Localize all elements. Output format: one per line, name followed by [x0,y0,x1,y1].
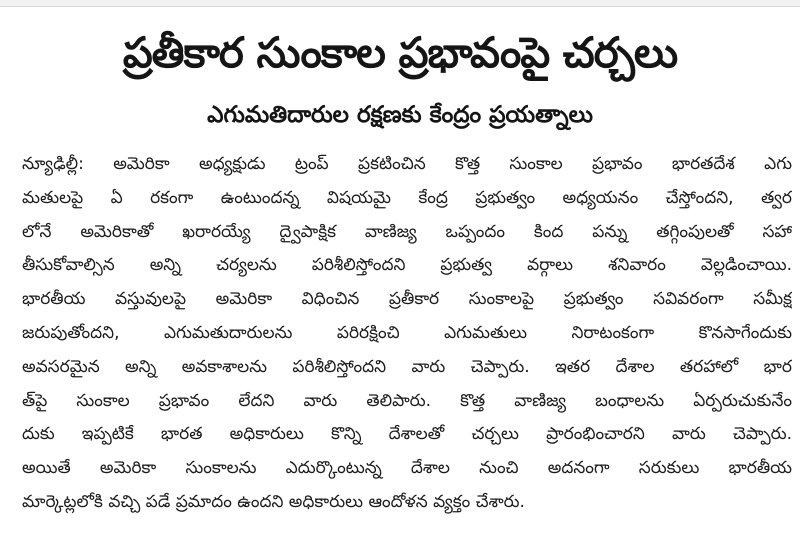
body-line: మార్కెట్లలోకి వచ్చి పడే ప్రమాదం ఉందని అధికారులు ఆందోళన వ్యక్తం చేశారు. [22,491,525,512]
body-line: మతులపై ఏ రకంగా ఉంటుందన్న విషయమై కేంద్ర ప్రభుత్వం అధ్యయనం చేస్తోందని, త్వర [22,187,792,208]
body-line: న్యూఢిల్లీ: అమెరికా అధ్యక్షుడు ట్రంప్ ప్రకటించిన కొత్త సుంకాల ప్రభావం భారతదేశ ఎగు [22,154,792,174]
body-line: త్‌పై సుంకాల ప్రభావం లేదని వారు తెలిపారు. కొత్త వాణిజ్య బంధాలను ఏర్పరుచుకునేం [22,390,792,411]
body-line: దుకు ఇప్పటికే భారత అధికారులు కొన్ని దేశాలతో చర్చలు ప్రారంభించారని వారు చెప్పారు. [22,424,792,445]
top-border [0,0,800,7]
body-line: అవసరమైన అన్ని అవకాశాలను పరిశీలిస్తోందని వారు చెప్పారు. ఇతర దేశాల తరహాలో భార [22,356,792,377]
body-line: లోనే అమెరికాతో ఖరారయ్యే ద్వైపాక్షిక వాణిజ్య ఒప్పందం కింద పన్ను తగ్గింపులతో సహా [22,221,792,242]
body-line: జరుపుతోందని, ఎగుమతుదారులను పరిరక్షించి ఎగుమతులు నిరాటంకంగా కొనసాగేందుకు [22,322,792,343]
subheadline: ఎగుమతిదారుల రక్షణకు కేంద్రం ప్రయత్నాలు [207,102,593,128]
body-line: భారతీయ వస్తువులపై అమెరికా విధించిన ప్రతీకార సుంకాలపై ప్రభుత్వం సవివరంగా సమీక్ష [22,289,792,310]
body-line: అయితే అమెరికా సుంకాలను ఎదుర్కొంటున్న దేశాల నుంచి అదనంగా సరుకులు భారతీయ [22,458,792,479]
article-body [22,148,792,520]
body-line: తీసుకోవాల్సిన అన్ని చర్యలను పరిశీలిస్తోందని ప్రభుత్వ వర్గాలు శనివారం వెల్లడించాయి. [22,255,792,276]
headline: ప్రతీకార సుంకాల ప్రభావంపై చర్చలు [122,28,678,77]
